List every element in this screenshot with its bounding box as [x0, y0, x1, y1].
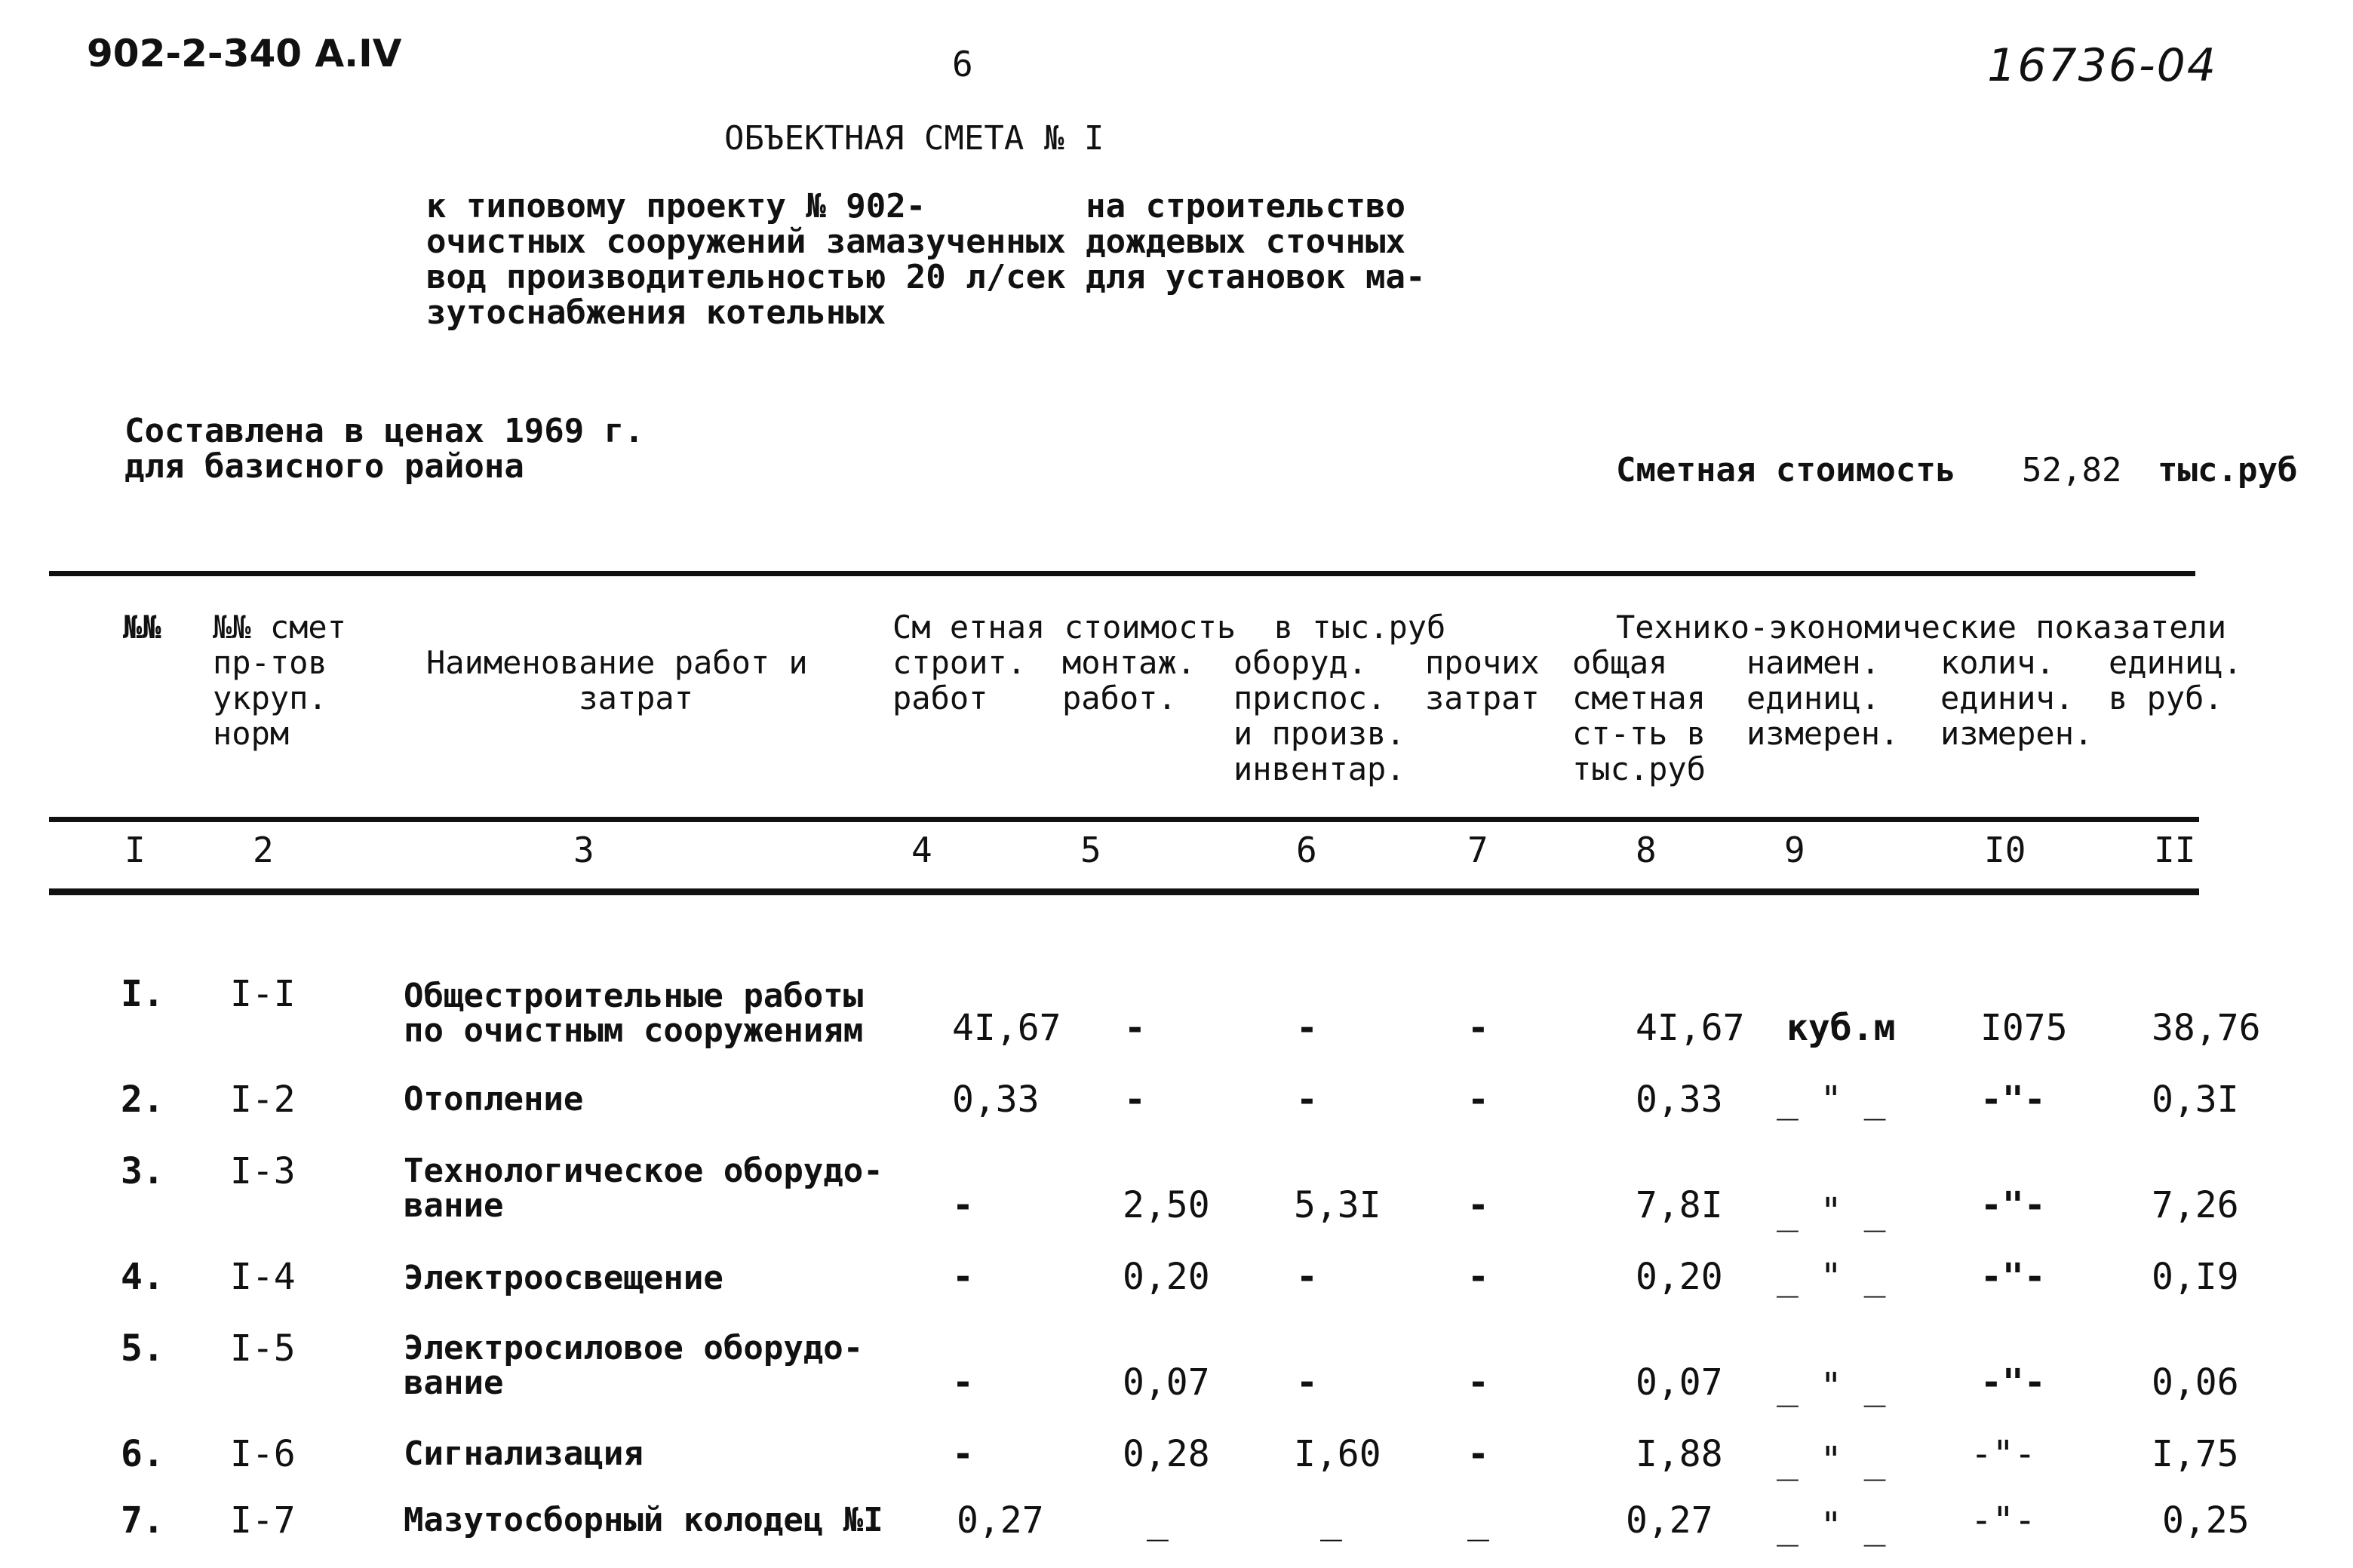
row-unit-name: _ " _: [1777, 1365, 1886, 1407]
row-work-name: Электросиловое оборудо- вание: [404, 1329, 864, 1402]
row-installation-cost: -: [1124, 1079, 1146, 1121]
page-number: 6: [952, 44, 973, 84]
column-number: 2: [253, 830, 274, 870]
row-other-cost: -: [1467, 1007, 1489, 1049]
column-number: 3: [573, 830, 594, 870]
row-estimate-ref: I-3: [230, 1150, 296, 1192]
column-header-row-number: №№: [123, 609, 161, 646]
row-other-cost: -: [1467, 1433, 1489, 1475]
row-other-cost: -: [1467, 1079, 1489, 1121]
column-header-equipment: оборуд. приспос. и произв. инвентар.: [1233, 644, 1405, 787]
row-total-cost: 0,33: [1636, 1079, 1723, 1121]
row-unit-price: 38,76: [2152, 1007, 2261, 1049]
price-basis-note: [124, 413, 644, 484]
row-number: I.: [121, 973, 164, 1015]
row-unit-quantity: -"-: [1971, 1499, 2036, 1542]
row-unit-quantity: -"-: [1980, 1361, 2046, 1404]
row-number: 5.: [121, 1327, 164, 1370]
row-work-name: Общестроительные работы по очистным сооружениям: [404, 977, 864, 1050]
row-work-name: Мазутосборный колодец №I: [404, 1501, 883, 1539]
row-equipment-cost: -: [1296, 1256, 1318, 1298]
price-basis-line: Составлена в ценах 1969 г.: [124, 412, 644, 450]
row-number: 3.: [121, 1150, 164, 1192]
row-construction-cost: -: [952, 1433, 974, 1475]
column-number: 9: [1784, 830, 1805, 870]
row-unit-price: 7,26: [2152, 1184, 2239, 1226]
row-unit-name: _ " _: [1777, 1439, 1886, 1481]
row-unit-quantity: -"-: [1971, 1433, 2036, 1475]
column-header-unit-price: единиц. в руб.: [2109, 644, 2243, 716]
row-construction-cost: 0,33: [952, 1079, 1040, 1121]
document-title: ОБЪЕКТНАЯ СМЕТА № I: [724, 119, 1104, 158]
row-unit-price: I,75: [2152, 1433, 2239, 1475]
column-number: 8: [1636, 830, 1657, 870]
column-header-unit-quantity: колич. единич. измерен.: [1940, 644, 2093, 752]
row-other-cost: -: [1467, 1256, 1489, 1298]
row-total-cost: 7,8I: [1636, 1184, 1723, 1226]
document-number: 16736-04: [1987, 39, 2217, 92]
column-header-work-name: Наименование работ и затрат: [426, 644, 808, 716]
column-number: 7: [1467, 830, 1488, 870]
row-work-name: Сигнализация: [404, 1435, 644, 1473]
row-number: 4.: [121, 1256, 164, 1298]
row-estimate-ref: I-5: [230, 1327, 296, 1370]
column-group-estimated-cost: См етная стоимость в тыс.руб: [892, 609, 1446, 646]
row-unit-name: _ " _: [1777, 1256, 1886, 1298]
price-basis-line: для базисного района: [124, 447, 524, 486]
row-equipment-cost: I,60: [1294, 1433, 1381, 1475]
subtitle-line: к типовому проекту № 902- на строительство: [426, 187, 1406, 226]
row-unit-name: _ " _: [1777, 1505, 1886, 1547]
row-unit-name: _ " _: [1777, 1190, 1886, 1232]
row-unit-name: _ " _: [1777, 1079, 1886, 1121]
row-total-cost: 0,20: [1636, 1256, 1723, 1298]
row-unit-price: 0,06: [2152, 1361, 2239, 1404]
row-installation-cost: 0,07: [1123, 1361, 1210, 1404]
row-unit-name: куб.м: [1786, 1007, 1896, 1049]
row-other-cost: -: [1467, 1184, 1489, 1226]
row-estimate-ref: I-I: [230, 973, 296, 1015]
table-top-rule: [49, 571, 2195, 576]
table-numbers-rule: [49, 888, 2199, 895]
column-number: I: [124, 830, 146, 870]
row-construction-cost: -: [952, 1361, 974, 1404]
row-construction-cost: 0,27: [957, 1499, 1044, 1542]
total-cost-unit: тыс.руб: [2158, 451, 2298, 489]
row-construction-cost: 4I,67: [952, 1007, 1061, 1049]
column-number: 6: [1296, 830, 1317, 870]
row-equipment-cost: -: [1296, 1007, 1318, 1049]
total-cost-label: Сметная стоимость: [1616, 451, 1956, 489]
row-unit-quantity: I075: [1980, 1007, 2068, 1049]
row-installation-cost: 0,28: [1123, 1433, 1210, 1475]
row-number: 6.: [121, 1433, 164, 1475]
document-subtitle: [426, 189, 1426, 330]
row-construction-cost: -: [952, 1256, 974, 1298]
row-estimate-ref: I-7: [230, 1499, 296, 1542]
row-installation-cost: _: [1147, 1499, 1169, 1542]
subtitle-line: очистных сооружений замазученных дождевых сточных: [426, 222, 1406, 261]
column-header-estimate-refs: №№ смет пр-тов укруп. норм: [213, 609, 347, 752]
row-equipment-cost: -: [1296, 1079, 1318, 1121]
column-header-other-costs: прочих затрат: [1425, 644, 1540, 716]
column-number: 4: [911, 830, 932, 870]
row-construction-cost: -: [952, 1184, 974, 1226]
row-estimate-ref: I-2: [230, 1079, 296, 1121]
row-unit-quantity: -"-: [1980, 1184, 2046, 1226]
row-number: 2.: [121, 1079, 164, 1121]
row-total-cost: 0,07: [1636, 1361, 1723, 1404]
row-total-cost: 0,27: [1626, 1499, 1713, 1542]
row-installation-cost: -: [1124, 1007, 1146, 1049]
row-equipment-cost: -: [1296, 1361, 1318, 1404]
row-number: 7.: [121, 1499, 164, 1542]
row-unit-price: 0,25: [2162, 1499, 2250, 1542]
column-number: 5: [1080, 830, 1101, 870]
column-header-installation: монтаж. работ.: [1062, 644, 1196, 716]
column-header-unit-name: наимен. единиц. измерен.: [1746, 644, 1900, 752]
table-header-rule: [49, 817, 2199, 822]
row-installation-cost: 2,50: [1123, 1184, 1210, 1226]
row-other-cost: -: [1467, 1361, 1489, 1404]
row-unit-price: 0,I9: [2152, 1256, 2239, 1298]
row-estimate-ref: I-6: [230, 1433, 296, 1475]
row-installation-cost: 0,20: [1123, 1256, 1210, 1298]
column-header-construction: строит. работ: [892, 644, 1027, 716]
row-unit-quantity: -"-: [1980, 1256, 2046, 1298]
row-equipment-cost: _: [1320, 1499, 1342, 1542]
row-total-cost: 4I,67: [1636, 1007, 1745, 1049]
project-code: 902-2-340 А.IV: [87, 32, 402, 75]
row-unit-price: 0,3I: [2152, 1079, 2239, 1121]
row-work-name: Технологическое оборудо- вание: [404, 1152, 883, 1225]
row-work-name: Электроосвещение: [404, 1259, 723, 1297]
subtitle-line: вод производительностью 20 л/сек для установок ма-: [426, 258, 1426, 296]
column-group-tech-indicators: Технико-экономические показатели: [1616, 609, 2227, 646]
row-estimate-ref: I-4: [230, 1256, 296, 1298]
column-header-total-cost: общая сметная ст-ть в тыс.руб: [1572, 644, 1706, 787]
row-work-name: Отопление: [404, 1080, 584, 1118]
row-total-cost: I,88: [1636, 1433, 1723, 1475]
total-cost-value: 52,82: [2022, 451, 2122, 489]
column-number: II: [2154, 830, 2196, 870]
row-unit-quantity: -"-: [1980, 1079, 2046, 1121]
column-number: I0: [1984, 830, 2026, 870]
row-other-cost: _: [1467, 1499, 1489, 1542]
row-equipment-cost: 5,3I: [1294, 1184, 1381, 1226]
subtitle-line: зутоснабжения котельных: [426, 293, 886, 332]
